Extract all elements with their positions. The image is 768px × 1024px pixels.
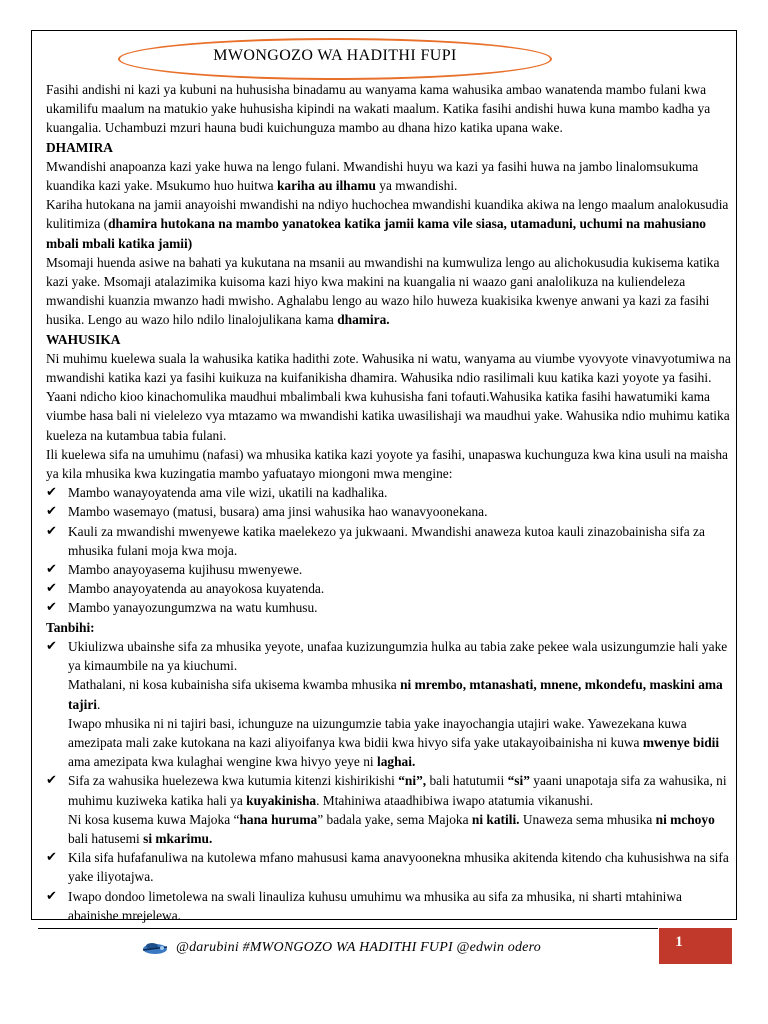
dhamira-heading: DHAMIRA: [46, 139, 113, 155]
check-icon: ✔: [46, 523, 57, 539]
check-icon: ✔: [46, 888, 57, 904]
dhamira-paragraph-3: Msomaji huenda asiwe na bahati ya kukutana na msanii au mwandishi na kumwuliza lengo au alichokusudia kukisema katika kazi yake. Msomaji atalazimika kuisoma kazi hiyo kwa makini na kuangalia ni waazo gani analolikuza na kuliendeleza mwandishi kuanzia mwanzo hadi mwisho. Aghalabu lengo au wazo hilo huweza kuakisika kwenye anwani ya kazi za fasihi husika. Lengo au wazo hilo ndilo linalojulikana kama dhamira.: [46, 254, 720, 328]
check-icon: ✔: [46, 504, 57, 520]
logo-icon: [140, 938, 170, 958]
wahusika-paragraph-1: Ni muhimu kuelewa suala la wahusika katika hadithi zote. Wahusika ni watu, wanyama au viumbe vyovyote vinavyotumiwa na mwandishi katika kazi ya fasihi kuikuza na kuifanikisha dhamira. Wahusika ndio rasilimali kuu katika kazi yoyote ya fasihi. Yaani ndicho kioo kinachomulika maudhui mbalimbali kwa kuhusisha fani tofauti.Wahusika katika fasihi hawatumiki kama viumbe hasa bali ni vielelezo vya mtazamo wa mwandishi katika uwasilishaji wa maudhui yake. Wahusika ndio muhimu katika kueleza na kutambua tabia fulani.: [46, 350, 731, 443]
intro-paragraph: Fasihi andishi ni kazi ya kubuni na huhusisha binadamu au wanyama kama wahusika ambao wanatenda mambo fulani kwa ukamilifu maalum na matukio yake huhusisha kipindi na wakati maalum. Katika fasihi andishi huwa kuna mambo kadha ya kuangalia. Uchambuzi mzuri hauna budi kuichunguza mambo au dhana hizo katika upana wake.: [46, 82, 711, 136]
wahusika-paragraph-2: Ili kuelewa sifa na umuhimu (nafasi) wa mhusika katika kazi yoyote ya fasihi, unapaswa kuchunguza kwa kina usuli na maisha ya kila mhusika kwa kuzingatia mambo yafuatayo miongoni mwa mengine:: [46, 446, 728, 482]
page-number: 1: [675, 934, 683, 950]
list-item: ✔ Mambo wasemayo (matusi, busara) ama jinsi wahusika hao wanavyoonekana.: [46, 502, 734, 521]
footer-divider: [38, 928, 658, 929]
footer: [140, 936, 541, 960]
check-icon: ✔: [46, 638, 57, 654]
tanbihi-item-3: ✔ Kila sifa hufafanuliwa na kutolewa mfano mahususi kama anavyoonekna mhusika akitenda kitendo cha kuhusishwa na sifa yake iliyotajwa.: [46, 850, 729, 885]
footer-text: @darubini #MWONGOZO WA HADITHI FUPI @edwin odero: [176, 940, 541, 955]
dhamira-paragraph-2: Kariha hutokana na jamii anayoishi mwandishi na ndiyo huchochea mwandishi kuandika akiwa na lengo maalum analokusudia kulitimiza (dhamira hutokana na mambo yanatokea katika jamii kama vile siasa, utamaduni, uchumi na mahusiano mbali mbali katika jamii): [46, 197, 729, 251]
page-number-box: [659, 928, 732, 964]
check-icon: ✔: [46, 562, 57, 578]
dhamira-paragraph-1: Mwandishi anapoanza kazi yake huwa na lengo fulani. Mwandishi huyu wa kazi ya fasihi huwa na jambo linalomsukuma kuandika kazi yake. Msukumo huo huitwa kariha au ilhamu ya mwandishi.: [46, 158, 699, 194]
page-title: MWONGOZO WA HADITHI FUPI: [213, 47, 457, 64]
check-icon: ✔: [46, 600, 57, 616]
list-item: ✔ Mambo wanayoyatenda ama vile wizi, ukatili na kadhalika.: [46, 483, 734, 502]
tanbihi-heading: Tanbihi:: [46, 619, 95, 635]
check-icon: ✔: [46, 485, 57, 501]
tanbihi-item-2: ✔ Sifa za wahusika huelezewa kwa kutumia kitenzi kishirikishi “ni”, bali hatutumii “si” yaani unapotaja sifa za wahusika, ni muhimu kuziweka katika hali ya kuyakinisha. Mtahiniwa ataadhibiwa iwapo atatumia vikanushi. Ni kosa kusema kuwa Majoka “hana huruma” badala yake, sema Majoka ni katili. Unaweza sema mhusika ni mchoyo bali hatusemi si mkarimu.: [46, 773, 727, 846]
list-item: ✔ Mambo anayoyatenda au anayokosa kuyatenda.: [46, 579, 734, 598]
tanbihi-item-1: ✔ Ukiulizwa ubainshe sifa za mhusika yeyote, unafaa kuzizungumzia hulka au tabia zake pekee wala usizungumzie hali yake ya kimaumbile na ya kiuchumi. Mathalani, ni kosa kubainisha sifa ukisema kwamba mhusika ni mrembo, mtanashati, mnene, mkondefu, maskini ama tajiri. Iwapo mhusika ni ni tajiri basi, ichunguze na uizungumzie tabia yake inayochangia utajiri wake. Yawezekana kuwa amezipata mali zake kutokana na kazi aliyoifanya kwa bidii kwa hivyo sifa yake utakayoibainisha ni kuwa mwenye bidii ama amezipata kwa kulaghai wengine kwa hivyo yeye ni laghai.: [46, 638, 728, 770]
check-icon: ✔: [46, 850, 57, 866]
document-body: [46, 80, 734, 925]
tanbihi-item-4: ✔ Iwapo dondoo limetolewa na swali linauliza kuhusu umuhimu wa mhusika au sifa za mhusika, ni sharti mtahiniwa abainishe mrejelewa.: [46, 888, 682, 923]
list-item: ✔ Mambo yanayozungumzwa na watu kumhusu.: [46, 598, 734, 617]
list-item: ✔ Mambo anayoyasema kujihusu mwenyewe.: [46, 560, 734, 579]
check-icon: ✔: [46, 773, 57, 789]
list-item: ✔ Kauli za mwandishi mwenyewe katika maelekezo ya jukwaani. Mwandishi anaweza kutoa kauli zinazobainisha sifa za mhusika fulani moja kwa moja.: [46, 523, 705, 558]
check-icon: ✔: [46, 581, 57, 597]
wahusika-heading: WAHUSIKA: [46, 331, 121, 347]
